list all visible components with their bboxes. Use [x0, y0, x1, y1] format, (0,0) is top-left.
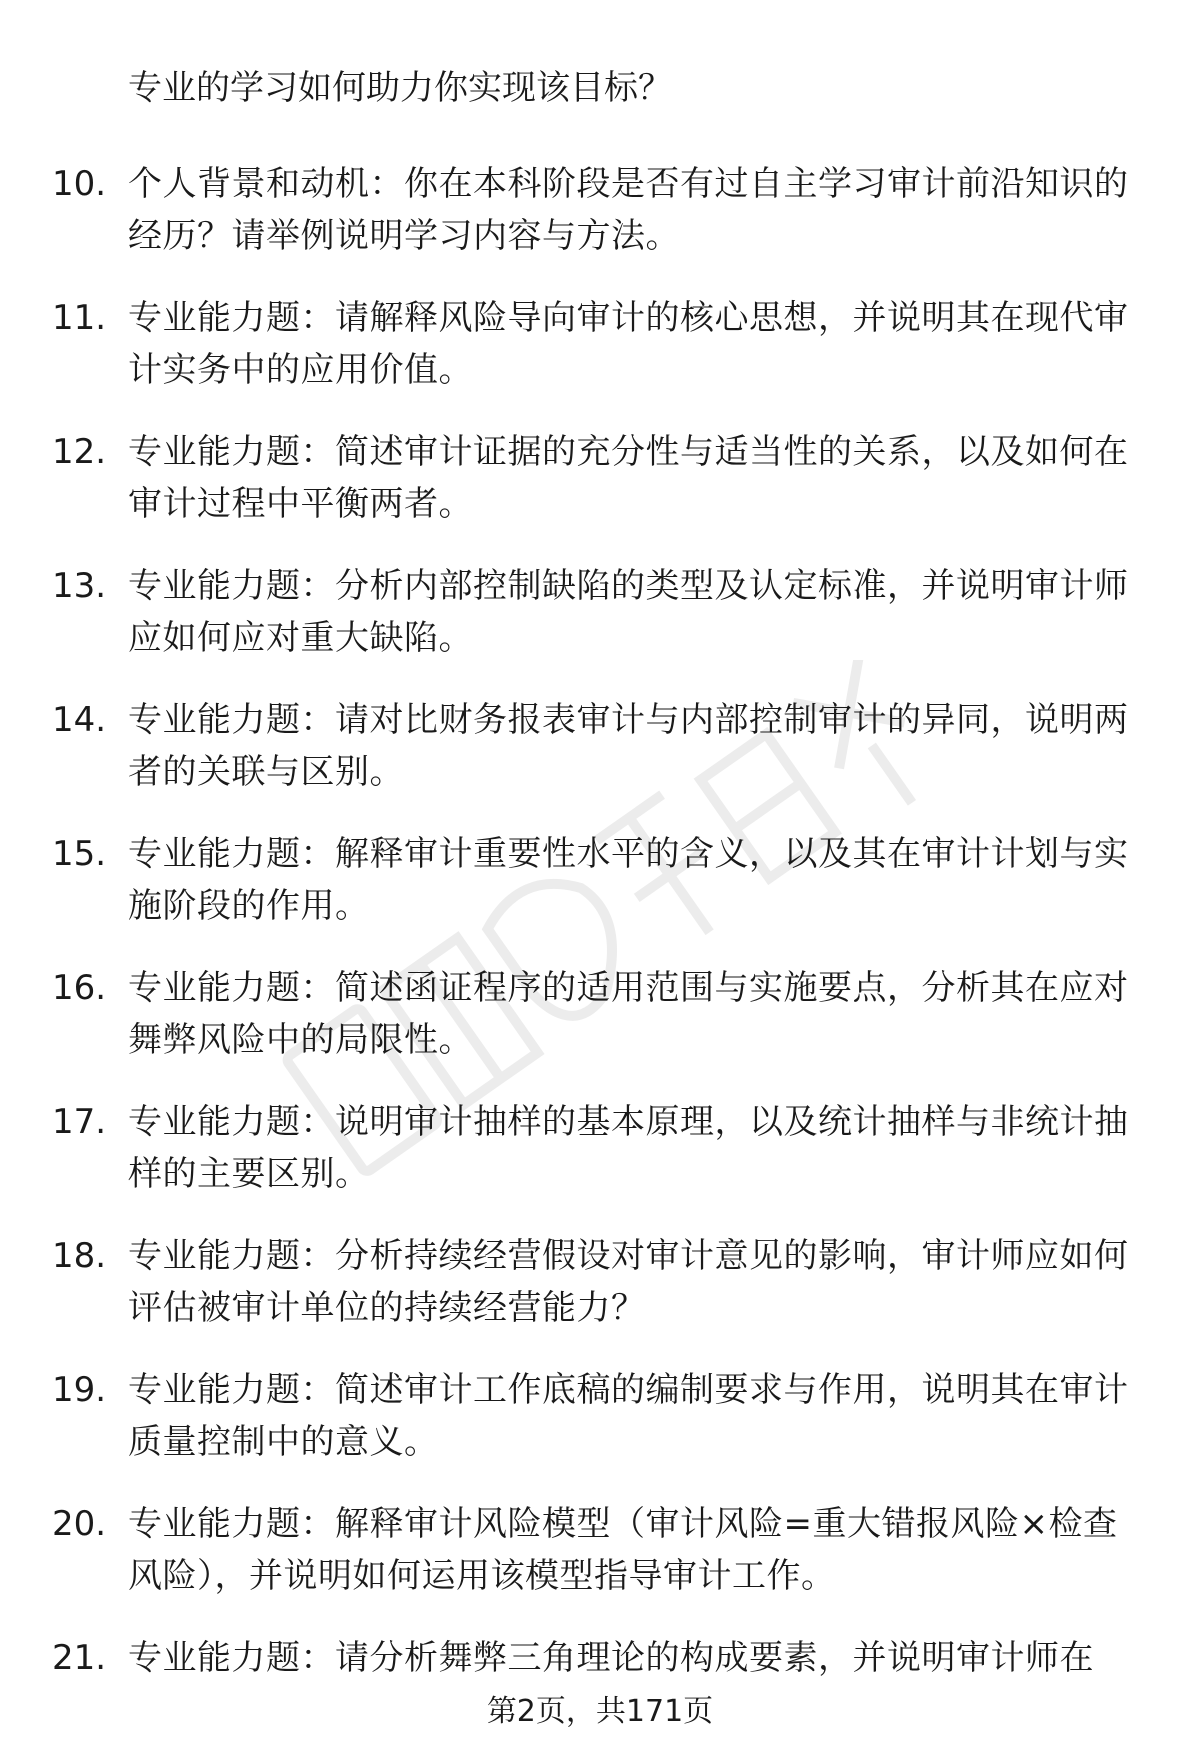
list-item [0, 962, 1200, 1066]
item-text: 专业能力题：简述审计证据的充分性与适当性的关系，以及如何在审计过程中平衡两者。 [128, 432, 1129, 524]
item-number: 10. [52, 164, 107, 204]
item-number: 19. [52, 1370, 107, 1410]
list-item [0, 694, 1200, 798]
list-item [0, 292, 1200, 396]
item-number: 21. [52, 1638, 107, 1678]
item-text: 专业能力题：简述审计工作底稿的编制要求与作用，说明其在审计质量控制中的意义。 [128, 1370, 1129, 1462]
question-list [0, 62, 1200, 1714]
item-text: 专业能力题：说明审计抽样的基本原理，以及统计抽样与非统计抽样的主要区别。 [128, 1102, 1129, 1194]
list-item [0, 828, 1200, 932]
list-item [0, 426, 1200, 530]
item-text: 专业能力题：分析内部控制缺陷的类型及认定标准，并说明审计师应如何应对重大缺陷。 [128, 566, 1129, 658]
list-item [0, 1364, 1200, 1468]
item-text: 专业能力题：简述函证程序的适用范围与实施要点，分析其在应对舞弊风险中的局限性。 [128, 968, 1129, 1060]
item-text: 个人背景和动机：你在本科阶段是否有过自主学习审计前沿知识的经历？请举例说明学习内容与方法。 [128, 164, 1129, 256]
item-number: 17. [52, 1102, 107, 1142]
item-text: 专业能力题：请对比财务报表审计与内部控制审计的异同，说明两者的关联与区别。 [128, 700, 1129, 792]
item-number: 20. [52, 1504, 107, 1544]
list-item [0, 1230, 1200, 1334]
continued-text: 专业的学习如何助力你实现该目标？ [128, 68, 672, 108]
list-item [0, 158, 1200, 262]
item-number: 12. [52, 432, 107, 472]
item-number: 14. [52, 700, 107, 740]
item-text: 专业能力题：分析持续经营假设对审计意见的影响，审计师应如何评估被审计单位的持续经营能力？ [128, 1236, 1129, 1328]
page-number: 第2页，共171页 [486, 1694, 714, 1729]
item-number: 18. [52, 1236, 107, 1276]
list-item [0, 1632, 1200, 1684]
item-number: 13. [52, 566, 107, 606]
item-number: 11. [52, 298, 107, 338]
item-text: 专业能力题：请分析舞弊三角理论的构成要素，并说明审计师在 [128, 1638, 1094, 1678]
list-item [0, 560, 1200, 664]
item-number: 16. [52, 968, 107, 1008]
list-item [0, 1498, 1200, 1602]
item-text: 专业能力题：请解释风险导向审计的核心思想，并说明其在现代审计实务中的应用价值。 [128, 298, 1129, 390]
item-text: 专业能力题：解释审计风险模型（审计风险=重大错报风险×检查风险），并说明如何运用该模型指导审计工作。 [128, 1504, 1118, 1596]
item-number: 15. [52, 834, 107, 874]
list-item [0, 1096, 1200, 1200]
item-text: 专业能力题：解释审计重要性水平的含义，以及其在审计计划与实施阶段的作用。 [128, 834, 1129, 926]
